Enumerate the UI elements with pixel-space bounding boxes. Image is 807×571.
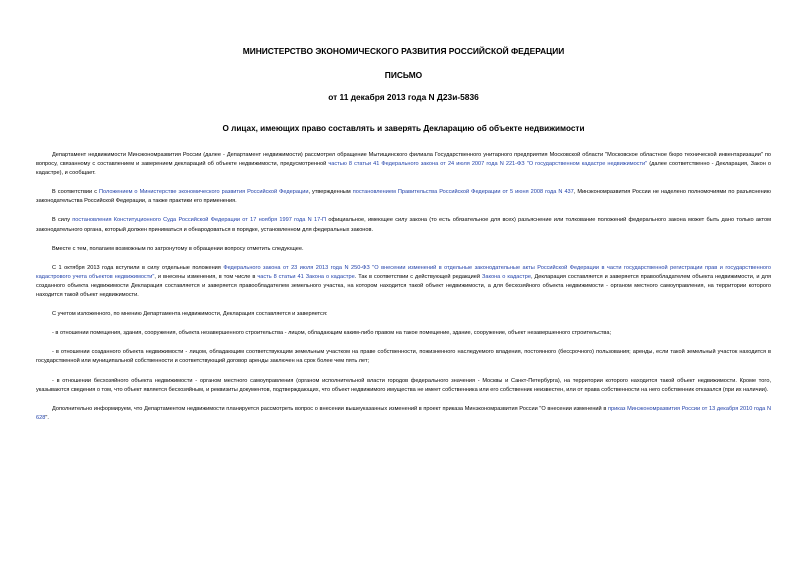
paragraph-text: В соответствии с (52, 189, 100, 196)
paragraph-9: - в отношении бесхозяйного объекта недвижимости - органом местного самоуправления (органом исполнительной власти городов федерального значения - Москвы и Санкт-Петербурга), на территории которого находится такой объект недвижимости. Кроме того, указываются сведения о том, что объект является бесхозяйным, и реквизиты документов, подтверждающих, что объект недвижимого имущества не имеет собственника или его собственник неизвестен, или от права собственности на него собственник отказался (при их наличии). (36, 377, 771, 393)
order-628-link[interactable]: приказ Минэкономразвития России от 13 декабря 2010 года N 628 (36, 405, 772, 421)
paragraph-text: ". (45, 414, 49, 421)
paragraph-4: Вместе с тем, полагаем возможным по затронутому в обращении вопросу отметить следующее. (52, 245, 304, 252)
document-date-number: от 11 декабря 2013 года N Д23и-5836 (328, 92, 479, 102)
paragraph-text: . Так в соответствии с действующей редакцией (354, 273, 482, 280)
paragraph-2 (36, 188, 771, 206)
ministry-regulation-link[interactable]: Положением о Министерстве экономического развития Российской Федерации (99, 189, 309, 196)
paragraph-1 (36, 151, 771, 178)
paragraph-text: , Минэкономразвития России не наделено полномочиями по разъяснению законодательства Российской Федерации, а также практики его применения. (36, 189, 771, 205)
ministry-title: МИНИСТЕРСТВО ЭКОНОМИЧЕСКОГО РАЗВИТИЯ РОССИЙСКОЙ ФЕДЕРАЦИИ (242, 46, 565, 56)
paragraph-text: официальное, имеющее силу закона (то есть обязательное для всех) разъяснение или толкование положений федерального закона может быть дано только актом законодательного органа, который должен приниматься и обнародоваться в порядке, установленном для федеральных законов. (36, 217, 771, 233)
paragraph-3 (36, 216, 771, 234)
paragraph-8: - в отношении созданного объекта недвижимости - лицом, обладающим соответствующим земельным участком на праве собственности, пожизненного наследуемого владения, постоянного (бессрочного) пользования; аренды, если такой земельный участок находится в государственной или муниципальной собственности и соответствующий договор аренды заключен на срок более чем пять лет; (36, 349, 771, 365)
cadastre-law-link[interactable]: Закона о кадастре (481, 273, 531, 280)
paragraph-5 (36, 264, 771, 300)
document-subject: О лицах, имеющих право составлять и заверять Декларацию об объекте недвижимости (222, 124, 585, 133)
paragraph-10 (36, 405, 771, 423)
article-41-link[interactable]: часть 8 статьи 41 Закона о кадастре (257, 273, 355, 280)
paragraph-text: , и внесены изменения, в том числе в (154, 273, 258, 280)
paragraph-text: Дополнительно информируем, что Департаментом недвижимости планируется рассмотреть вопрос о внесении вышеуказанных изменений в проект приказа Минэкономразвития России "О внесении изменений в (52, 405, 608, 412)
paragraph-text: Департамент недвижимости Минэкономразвития России (далее - Департамент недвижимости) рассмотрел обращение Мытищинского филиала Государственного унитарного предприятия Московской области "Московское областное бюро технической инвентаризации" по вопросу, связанному с составлением и заверением деклараций об объекте недвижимости, предусмотренной (36, 152, 771, 168)
government-decree-437-link[interactable]: постановлением Правительства Российской Федерации от 5 июня 2008 года N 437 (352, 189, 574, 196)
document-body (36, 151, 771, 433)
paragraph-text: (далее соответственно - Декларация, Закон о кадастре), и сообщает. (36, 161, 772, 177)
paragraph-7: - в отношении помещения, здания, сооружения, объекта незавершенного строительства - лицом, обладающим каким-либо правом на такое помещение, здание, сооружение, объект незавершенного строительства; (52, 330, 611, 337)
constitutional-court-link[interactable]: постановления Конституционного Суда Российской Федерации от 17 ноября 1997 года N 17-П (72, 217, 327, 224)
paragraph-6: С учетом изложенного, по мнению Департамента недвижимости, Декларация составляется и заверяется: (52, 311, 328, 318)
paragraph-text: , Декларация составляется и заверяется правообладателем объекта недвижимости, и для созданного объекта недвижимости Декларация составляется и заверяется правообладателем земельного участка, на котором находится такой объект недвижимости, а для бесхозяйного объекта недвижимости - органом местного самоуправления, на территории которого находится такой объект недвижимости. (36, 273, 771, 299)
document-type: ПИСЬМО (384, 70, 423, 80)
law-250-link[interactable]: Федерального закона от 23 июля 2013 года N 250-ФЗ "О внесении изменений в отдельные законодательные акты Российской Федерации в части государственной регистрации прав и государственного кадастрового учета объектов недвижимости" (36, 264, 771, 280)
law-221-link[interactable]: частью 8 статьи 41 Федерального закона от 24 июля 2007 года N 221-ФЗ "О государственном кадастре недвижимости" (328, 161, 648, 168)
paragraph-text: В силу (52, 217, 73, 224)
paragraph-text: , утвержденным (308, 189, 353, 196)
paragraph-text: С 1 октября 2013 года вступили в силу отдельные положения (52, 264, 224, 271)
